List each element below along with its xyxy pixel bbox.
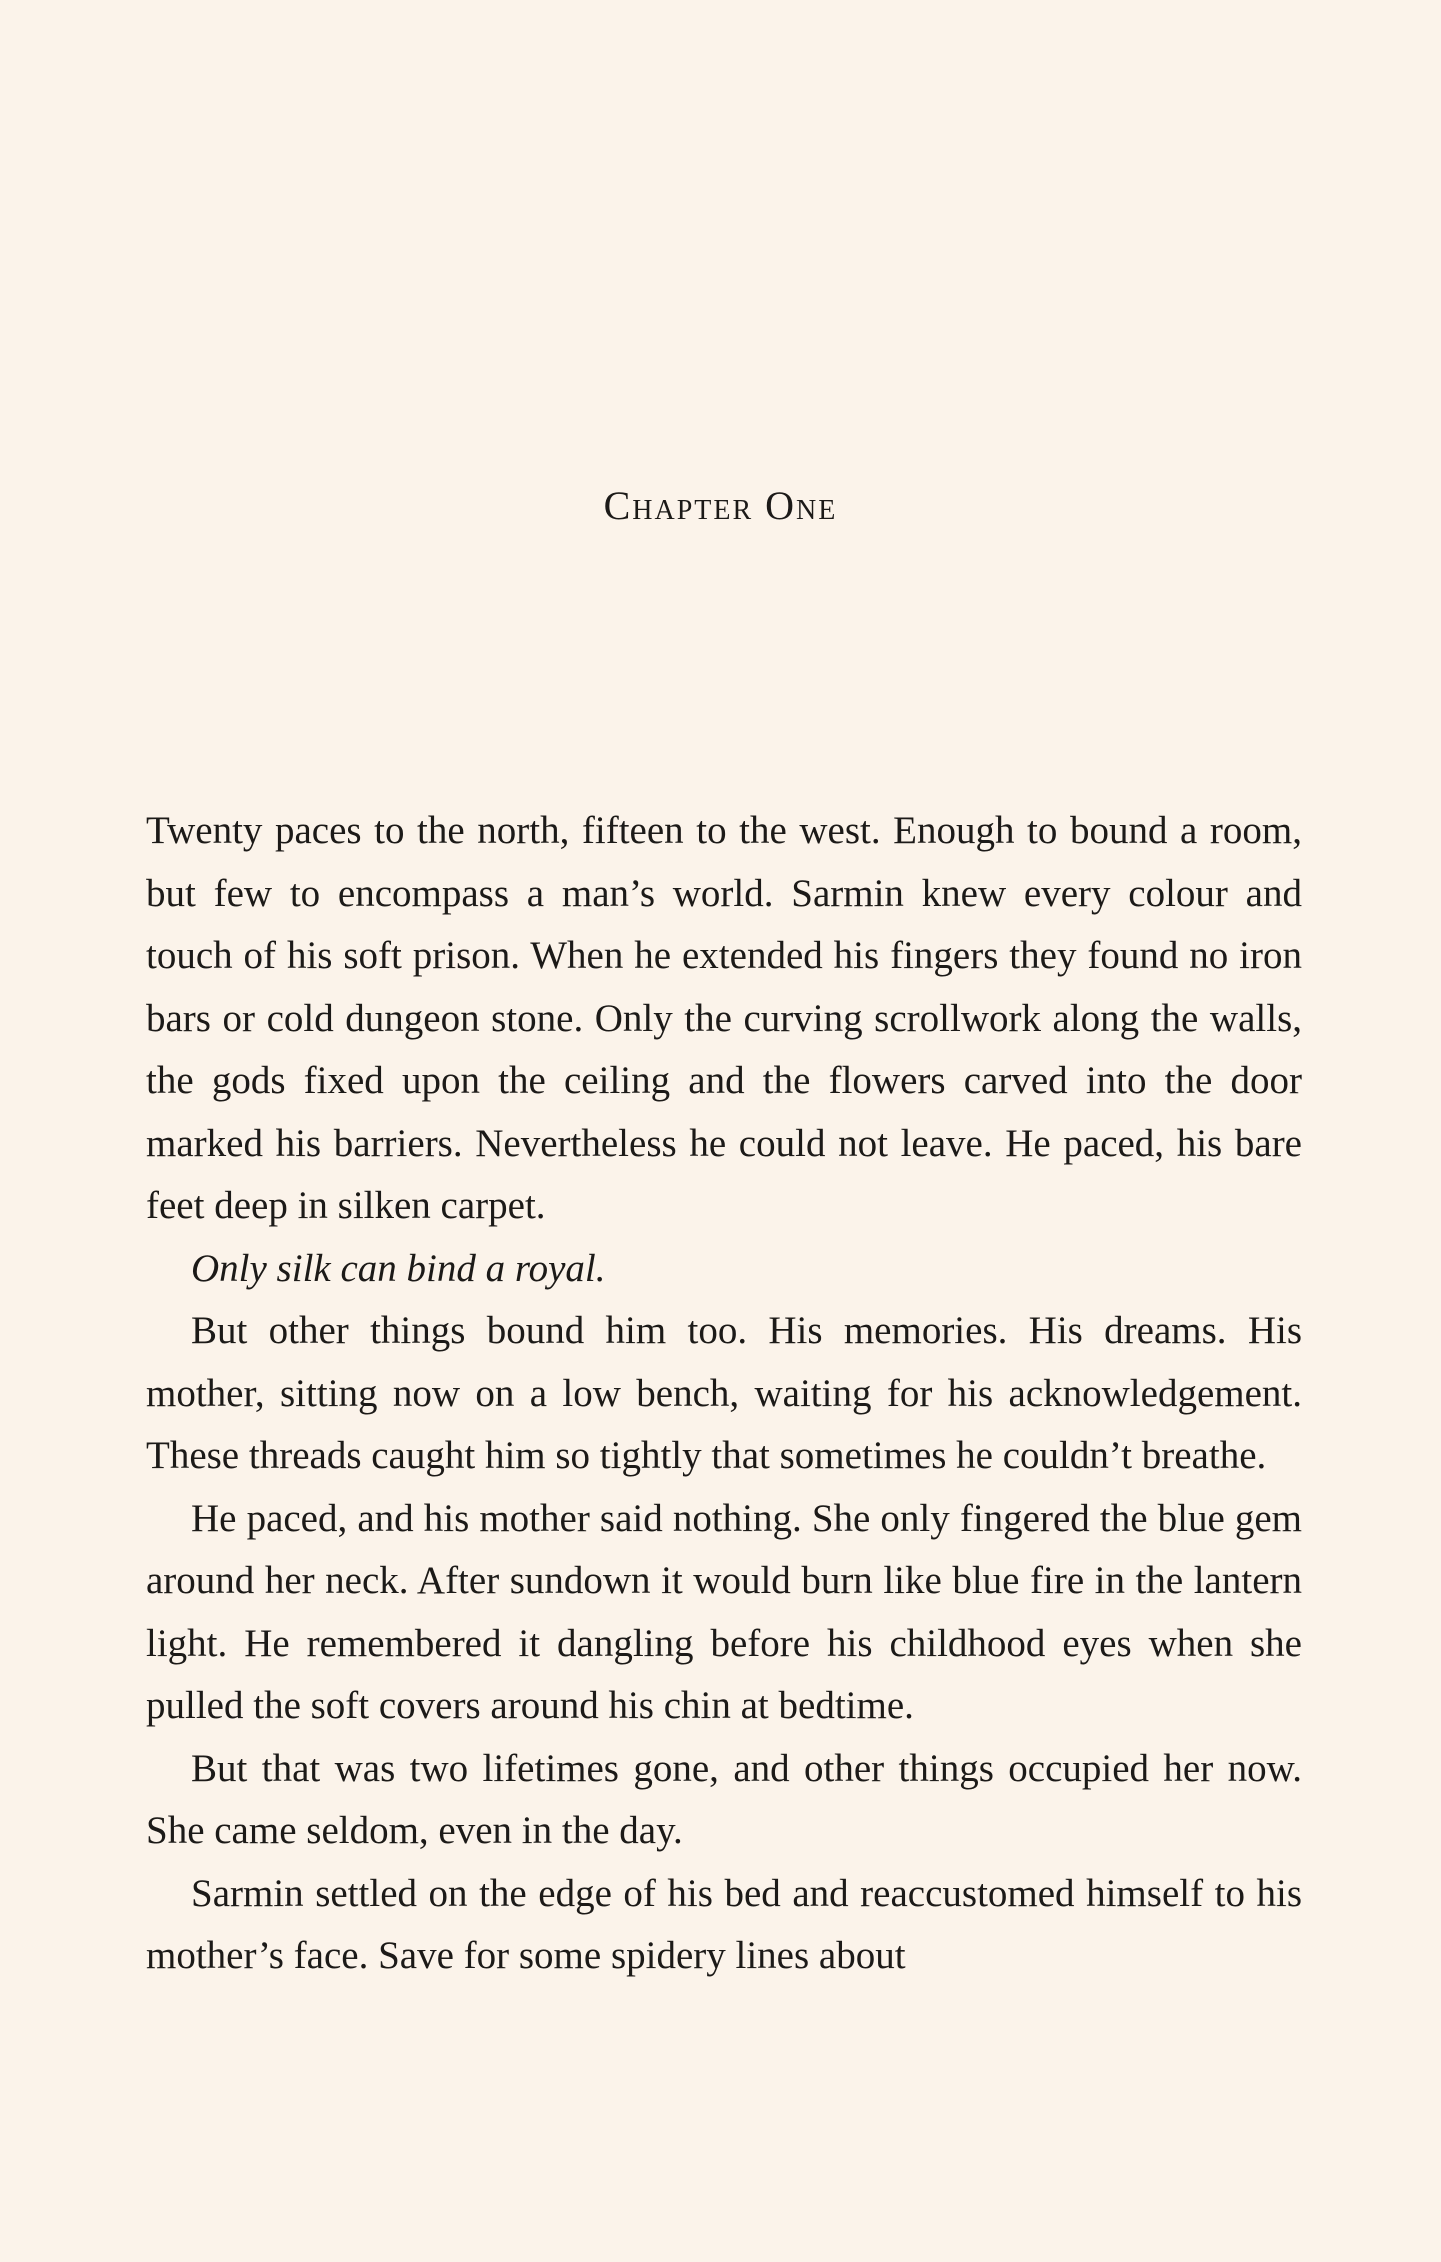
chapter-heading: Chapter One <box>603 483 838 528</box>
paragraph: Sarmin settled on the edge of his bed and reaccustomed himself to his mother’s face. Save for some spidery lines about <box>146 1871 1302 1977</box>
paragraph: But that was two lifetimes gone, and other things occupied her now. She came seldom, even in the day. <box>146 1746 1302 1852</box>
paragraph: He paced, and his mother said nothing. She only fingered the blue gem around her neck. After sundown it would burn like blue fire in the lantern light. He remembered it dangling before his childhood eyes when she pulled the soft covers around his chin at bedtime. <box>146 1496 1302 1727</box>
paragraph: But other things bound him too. His memories. His dreams. His mother, sitting now on a low bench, waiting for his acknowledgement. These threads caught him so tightly that sometimes he couldn’t breathe. <box>146 1309 1302 1477</box>
paragraph-opening: Twenty paces to the north, fifteen to the west. Enough to bound a room, but few to encompass a man’s world. Sarmin knew every colour and touch of his soft prison. When he extended his fingers they found no iron bars or cold dungeon stone. Only the curving scrollwork along the walls, the gods fixed upon the ceiling and the flowers carved into the door marked his barriers. Nevertheless he could not leave. He paced, his bare feet deep in silken carpet. <box>146 809 1302 1227</box>
paragraph-italic-thought: Only silk can bind a royal. <box>191 1246 606 1290</box>
chapter-body <box>146 800 1302 1988</box>
